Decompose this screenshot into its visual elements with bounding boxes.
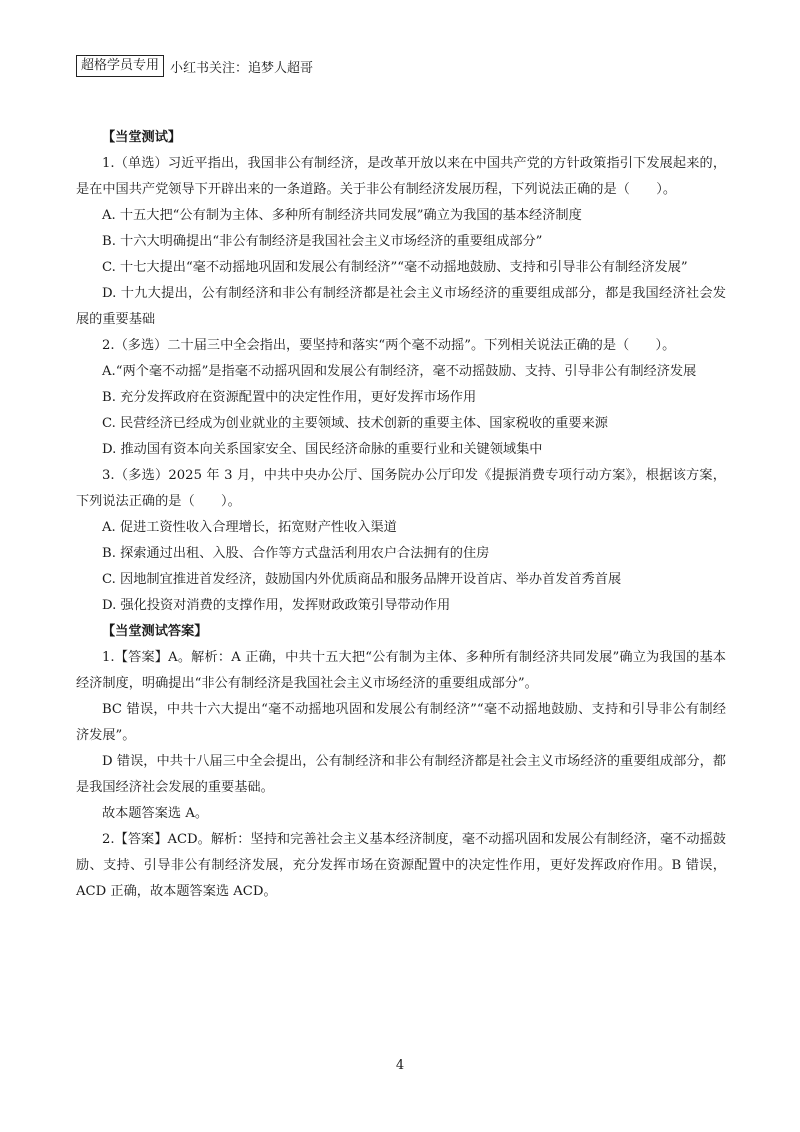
page-header: [76, 55, 313, 77]
section-title-answers: 【当堂测试答案】: [102, 624, 208, 639]
page-number: 4: [395, 1058, 405, 1073]
question-1-stem: 1.（单选）习近平指出，我国非公有制经济，是改革开放以来在中国共产党的方针政策指引下发展起来的，是在中国共产党领导下开辟出来的一条道路。关于非公有制经济发展历程，下列说法正确的是（ ）。: [76, 156, 726, 197]
question-1-option-d: D. 十九大提出，公有制经济和非公有制经济都是社会主义市场经济的重要组成部分，都是我国经济社会发展的重要基础: [76, 286, 726, 327]
question-2-option-a: A.“两个毫不动摇”是指毫不动摇巩固和发展公有制经济，毫不动摇鼓励、支持、引导非公有制经济发展: [102, 364, 697, 379]
question-3-option-d: D. 强化投资对消费的支撑作用，发挥财政政策引导带动作用: [102, 598, 451, 613]
question-2-stem: 2.（多选）二十届三中全会指出，要坚持和落实“两个毫不动摇”。下列相关说法正确的是（ ）。: [102, 338, 676, 353]
answer-1-d-explanation: D 错误，中共十八届三中全会提出，公有制经济和非公有制经济都是社会主义市场经济的重要组成部分，都是我国经济社会发展的重要基础。: [76, 754, 726, 795]
question-3-stem: 3.（多选）2025 年 3 月，中共中央办公厅、国务院办公厅印发《提振消费专项行动方案》，根据该方案，下列说法正确的是（ ）。: [76, 468, 726, 509]
answer-1-bc-explanation: BC 错误，中共十六大提出“毫不动摇地巩固和发展公有制经济”“毫不动摇地鼓励、支持和引导非公有制经济发展”。: [76, 702, 726, 743]
question-3-option-c: C. 因地制宜推进首发经济，鼓励国内外优质商品和服务品牌开设首店、举办首发首秀首展: [102, 572, 622, 587]
question-1-option-b: B. 十六大明确提出“非公有制经济是我国社会主义市场经济的重要组成部分”: [102, 234, 543, 249]
question-2-option-d: D. 推动国有资本向关系国家安全、国民经济命脉的重要行业和关键领域集中: [102, 442, 543, 457]
section-title-test: 【当堂测试】: [102, 130, 182, 145]
answer-1-text: 1.【答案】A。解析：A 正确，中共十五大把“公有制为主体、多种所有制经济共同发展”确立为我国的基本经济制度，明确提出“非公有制经济是我国社会主义市场经济的重要组成部分”。: [76, 650, 726, 691]
question-3-option-a: A. 促进工资性收入合理增长，拓宽财产性收入渠道: [102, 520, 397, 535]
question-1-option-c: C. 十七大提出“毫不动摇地巩固和发展公有制经济”“毫不动摇地鼓励、支持和引导非公有制经济发展”: [102, 260, 688, 275]
document-body: [76, 125, 726, 905]
header-badge: 超格学员专用: [76, 55, 164, 77]
question-2-option-b: B. 充分发挥政府在资源配置中的决定性作用，更好发挥市场作用: [102, 390, 477, 405]
question-2-option-c: C. 民营经济已经成为创业就业的主要领域、技术创新的重要主体、国家税收的重要来源: [102, 416, 608, 431]
answer-2-text: 2.【答案】ACD。解析：坚持和完善社会主义基本经济制度，毫不动摇巩固和发展公有制经济，毫不动摇鼓励、支持、引导非公有制经济发展，充分发挥市场在资源配置中的决定性作用，更好发挥政府作用。B 错误，ACD 正确，故本题答案选 ACD。: [76, 832, 726, 899]
question-3-option-b: B. 探索通过出租、入股、合作等方式盘活利用农户合法拥有的住房: [102, 546, 490, 561]
answer-1-conclusion: 故本题答案选 A。: [102, 806, 209, 821]
header-note: 小红书关注：追梦人超哥: [170, 60, 314, 76]
question-1-option-a: A. 十五大把“公有制为主体、多种所有制经济共同发展”确立为我国的基本经济制度: [102, 208, 582, 223]
